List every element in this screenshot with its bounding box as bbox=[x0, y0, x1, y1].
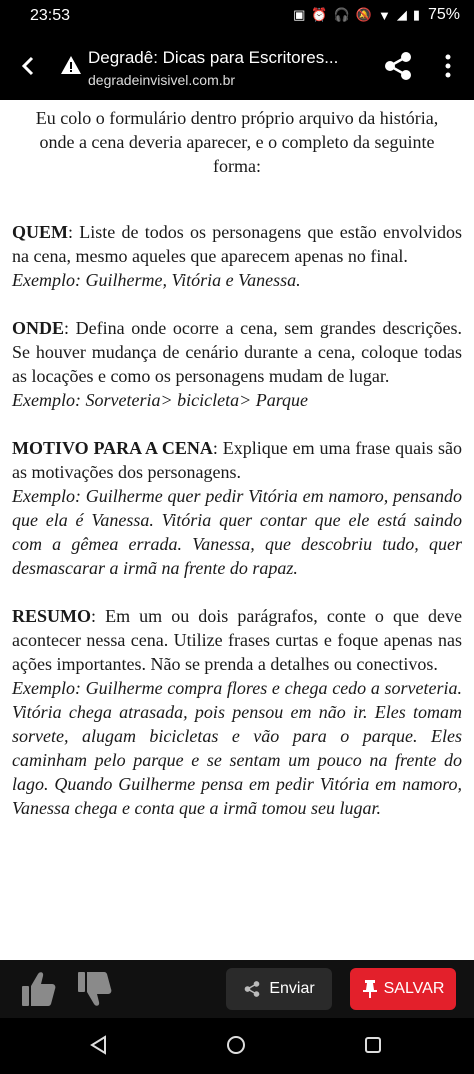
alarm-icon: ⏰ bbox=[311, 7, 328, 22]
wifi-icon: ▼ bbox=[377, 7, 391, 23]
status-time: 23:53 bbox=[30, 7, 71, 24]
system-nav-bar bbox=[0, 1018, 474, 1074]
save-button-label: SALVAR bbox=[383, 980, 445, 997]
section-label: ONDE bbox=[12, 318, 65, 338]
battery-percent: 75% bbox=[427, 6, 460, 23]
section-resumo bbox=[12, 604, 462, 820]
section-onde bbox=[12, 316, 462, 412]
save-button[interactable] bbox=[350, 968, 456, 1010]
nfc-icon: ▣ bbox=[293, 7, 306, 22]
intro-paragraph: Eu colo o formulário dentro próprio arquivo da história, onde a cena deveria aparecer, e o completo da seguinte forma: bbox=[35, 108, 439, 176]
page-url[interactable]: degradeinvisivel.com.br bbox=[88, 72, 236, 88]
more-options-icon[interactable] bbox=[438, 52, 458, 80]
warning-icon[interactable] bbox=[60, 54, 82, 76]
browser-toolbar bbox=[0, 32, 474, 100]
section-text: : Defina onde ocorre a cena, sem grandes descrições. Se houver mudança de cenário durante a cena, coloque todas as locações e como os personagens mudam de lugar. bbox=[12, 318, 462, 386]
thumbs-down-icon[interactable] bbox=[74, 968, 114, 1010]
section-motivo bbox=[12, 436, 462, 580]
battery-icon: ▮ bbox=[412, 7, 420, 22]
page-title[interactable]: Degradê: Dicas para Escritores... bbox=[88, 48, 339, 67]
section-example: Exemplo: Guilherme quer pedir Vitória em namoro, pensando que ela é Vanessa. Vitória quer contar que ele está saindo com a gêmea errada. Vanessa, que descobriu tudo, quer desmascarar a irmã na frente do rapaz. bbox=[12, 486, 462, 578]
send-button-label: Enviar bbox=[269, 980, 315, 997]
section-example: Exemplo: Guilherme, Vitória e Vanessa. bbox=[12, 270, 301, 290]
share-icon[interactable] bbox=[382, 50, 414, 82]
mute-icon: 🔕 bbox=[355, 7, 372, 22]
section-example: Exemplo: Sorveteria> bicicleta> Parque bbox=[12, 390, 309, 410]
status-icons bbox=[293, 6, 460, 24]
nav-back-icon[interactable] bbox=[88, 1034, 110, 1056]
thumbs-up-icon[interactable] bbox=[18, 968, 58, 1010]
signal-icon: ◢ bbox=[396, 7, 407, 22]
section-label: RESUMO bbox=[12, 606, 92, 626]
section-text: : Em um ou dois parágrafos, conte o que deve acontecer nessa cena. Utilize frases curtas e foque apenas nas ações importantes. Não se prenda a detalhes ou conectivos. bbox=[12, 606, 462, 674]
send-button[interactable] bbox=[226, 968, 332, 1010]
back-arrow-icon[interactable] bbox=[14, 52, 42, 80]
share-icon bbox=[243, 980, 261, 998]
section-quem bbox=[12, 220, 462, 292]
headphones-icon: 🎧 bbox=[333, 7, 350, 22]
section-label: MOTIVO PARA A CENA bbox=[12, 438, 213, 458]
nav-recents-icon[interactable] bbox=[362, 1034, 384, 1056]
pin-icon bbox=[362, 979, 378, 999]
status-bar bbox=[0, 0, 474, 32]
article-content bbox=[0, 100, 474, 960]
action-bar bbox=[0, 960, 474, 1018]
section-example: Exemplo: Guilherme compra flores e chega cedo a sorveteria. Vitória chega atrasada, pois pensou em não ir. Eles tomam sorvete, alugam bicicletas e vão para o parque. Eles caminham pelo parque e se sentam um pouco na frente do lago. Quando Guilherme pensa em pedir Vitória em namoro, Vanessa chega e conta que a irmã tomou seu lugar. bbox=[12, 678, 462, 818]
nav-home-icon[interactable] bbox=[225, 1034, 247, 1056]
section-text: : Liste de todos os personagens que estão envolvidos na cena, mesmo aqueles que aparecem apenas no final. bbox=[12, 222, 462, 266]
section-label: QUEM bbox=[12, 222, 68, 242]
section-text: : Explique em uma frase quais são as motivações dos personagens. bbox=[12, 438, 462, 482]
